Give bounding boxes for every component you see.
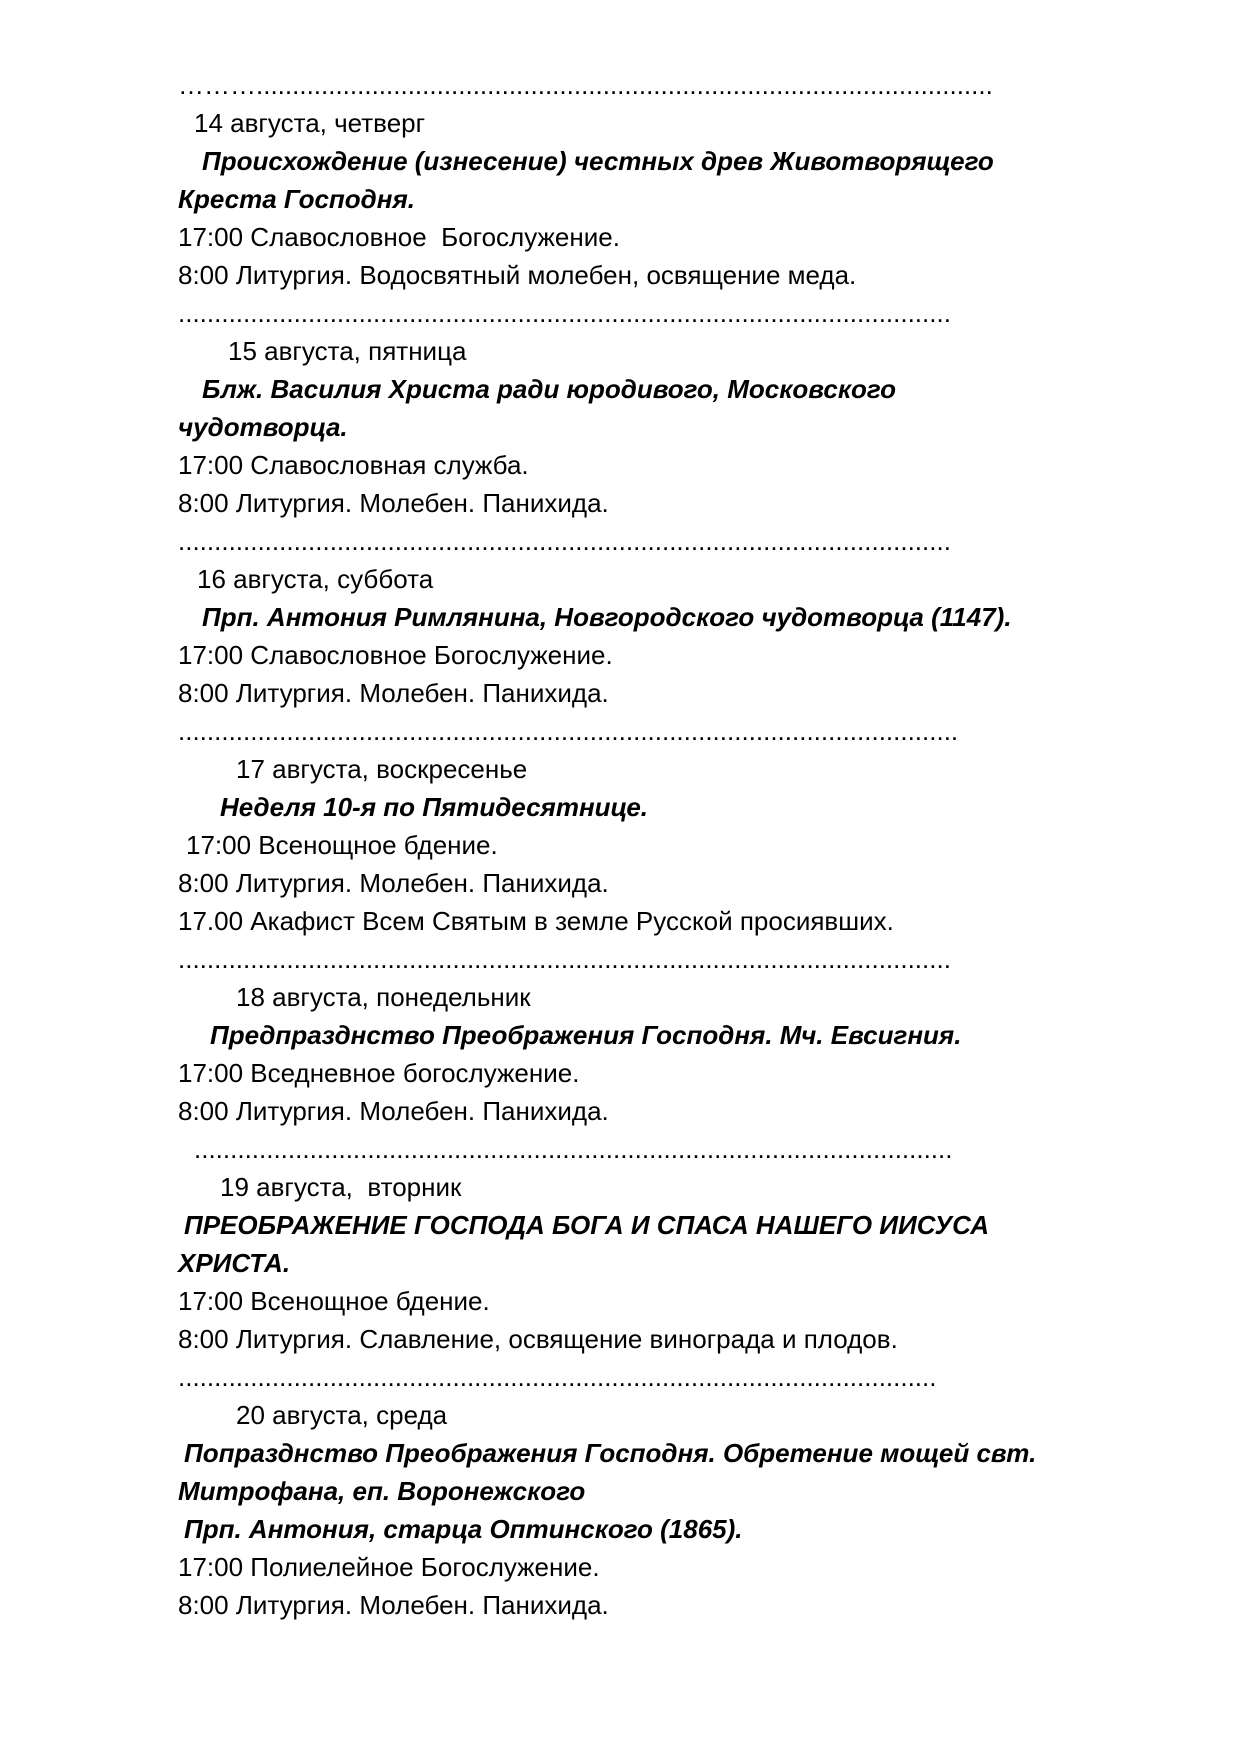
feast-title: Митрофана, еп. Воронежского	[178, 1476, 586, 1506]
separator-dots: ...........................................................................................................	[178, 944, 951, 974]
feast-title: Предпразднство Преображения Господня. Мч. Евсигния.	[210, 1020, 962, 1050]
service-entry: 17:00 Всенощное бдение.	[186, 830, 498, 860]
service-entry: 17.00 Акафист Всем Святым в земле Русской просиявших.	[178, 906, 894, 936]
service-entry: 8:00 Литургия. Водосвятный молебен, освящение меда.	[178, 260, 857, 290]
service-entry: 17:00 Славословное Богослужение.	[178, 640, 613, 670]
date-heading: 17 августа, воскресенье	[236, 754, 528, 784]
feast-title: ПРЕОБРАЖЕНИЕ ГОСПОДА БОГА И СПАСА НАШЕГО ИИСУСА	[184, 1210, 990, 1240]
service-entry: 17:00 Полиелейное Богослужение.	[178, 1552, 600, 1582]
date-heading: 14 августа, четверг	[194, 108, 426, 138]
separator-dots: ………......................................................................................................	[178, 70, 993, 100]
service-entry: 8:00 Литургия. Молебен. Панихида.	[178, 488, 609, 518]
feast-title: Блж. Василия Христа ради юродивого, Московского	[202, 374, 896, 404]
date-heading: 19 августа, вторник	[220, 1172, 462, 1202]
feast-title: Попразднство Преображения Господня. Обретение мощей свт.	[184, 1438, 1037, 1468]
separator-dots: ...........................................................................................................	[178, 298, 951, 328]
service-entry: 17:00 Славословное Богослужение.	[178, 222, 620, 252]
date-heading: 16 августа, суббота	[197, 564, 434, 594]
service-entry: 17:00 Вседневное богослужение.	[178, 1058, 580, 1088]
service-entry: 8:00 Литургия. Молебен. Панихида.	[178, 1096, 609, 1126]
separator-dots: ............................................................................................................	[178, 716, 959, 746]
date-heading: 15 августа, пятница	[228, 336, 467, 366]
feast-title: чудотворца.	[178, 412, 348, 442]
separator-dots: ...........................................................................................................	[178, 526, 951, 556]
service-entry: 8:00 Литургия. Молебен. Панихида.	[178, 678, 609, 708]
feast-title: Прп. Антония Римлянина, Новгородского чудотворца (1147).	[202, 602, 1012, 632]
service-entry: 17:00 Славословная служба.	[178, 450, 529, 480]
feast-title: Происхождение (изнесение) честных древ Животворящего	[202, 146, 994, 176]
date-heading: 20 августа, среда	[236, 1400, 448, 1430]
feast-title: Креста Господня.	[178, 184, 415, 214]
feast-title: Неделя 10-я по Пятидесятнице.	[220, 792, 649, 822]
service-entry: 8:00 Литургия. Молебен. Панихида.	[178, 1590, 609, 1620]
feast-title: Прп. Антония, старца Оптинского (1865).	[184, 1514, 743, 1544]
feast-title: ХРИСТА.	[178, 1248, 291, 1278]
separator-dots: .........................................................................................................	[194, 1134, 953, 1164]
separator-dots: .........................................................................................................	[178, 1362, 937, 1392]
service-entry: 17:00 Всенощное бдение.	[178, 1286, 490, 1316]
service-entry: 8:00 Литургия. Славление, освящение винограда и плодов.	[178, 1324, 898, 1354]
date-heading: 18 августа, понедельник	[236, 982, 531, 1012]
service-entry: 8:00 Литургия. Молебен. Панихида.	[178, 868, 609, 898]
